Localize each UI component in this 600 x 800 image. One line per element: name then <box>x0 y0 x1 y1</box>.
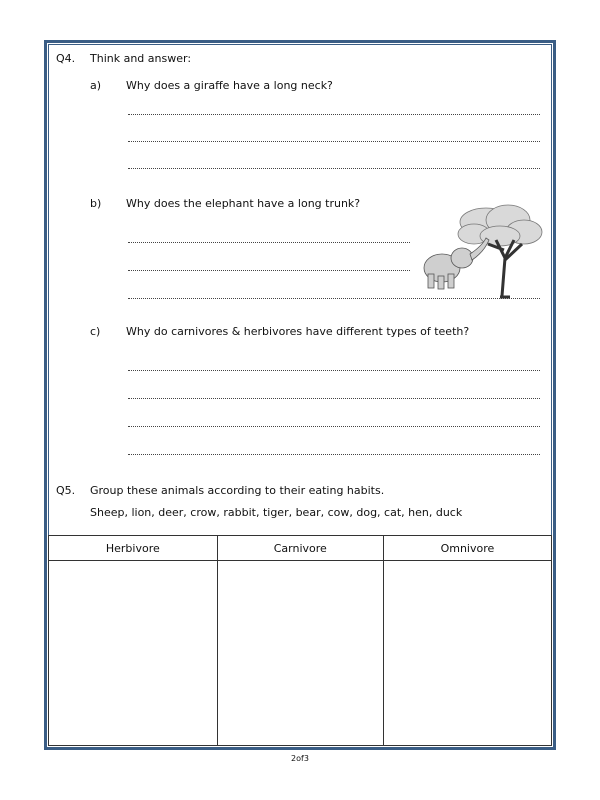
q4b-question: Why does the elephant have a long trunk? <box>126 197 361 210</box>
q5-prompt: Group these animals according to their eating habits. <box>90 484 385 497</box>
q4a-question: Why does a giraffe have a long neck? <box>126 79 333 92</box>
q4c-question: Why do carnivores & herbivores have different types of teeth? <box>126 325 470 338</box>
answer-line[interactable] <box>128 168 540 169</box>
answer-line[interactable] <box>128 141 540 142</box>
answer-line[interactable] <box>128 114 540 115</box>
answer-line[interactable] <box>128 270 410 271</box>
q4c-letter: c) <box>90 325 101 338</box>
q4-number: Q4. <box>56 52 76 65</box>
classification-table <box>48 535 552 746</box>
answer-line[interactable] <box>128 426 540 427</box>
column-header-carnivore: Carnivore <box>217 536 383 561</box>
column-header-omnivore: Omnivore <box>383 536 551 561</box>
answer-line[interactable] <box>128 242 410 243</box>
page-number: 2of3 <box>291 754 309 763</box>
q4-prompt: Think and answer: <box>90 52 192 65</box>
q4b-letter: b) <box>90 197 102 210</box>
q4a-letter: a) <box>90 79 102 92</box>
q5-animal-list: Sheep, lion, deer, crow, rabbit, tiger, bear, cow, dog, cat, hen, duck <box>90 506 463 519</box>
carnivore-answer-cell[interactable] <box>217 561 383 746</box>
herbivore-answer-cell[interactable] <box>49 561 218 746</box>
answer-line[interactable] <box>128 454 540 455</box>
omnivore-answer-cell[interactable] <box>383 561 551 746</box>
elephant-under-tree-icon <box>416 200 546 300</box>
answer-line[interactable] <box>128 370 540 371</box>
answer-line[interactable] <box>128 398 540 399</box>
column-header-herbivore: Herbivore <box>49 536 218 561</box>
q5-number: Q5. <box>56 484 76 497</box>
